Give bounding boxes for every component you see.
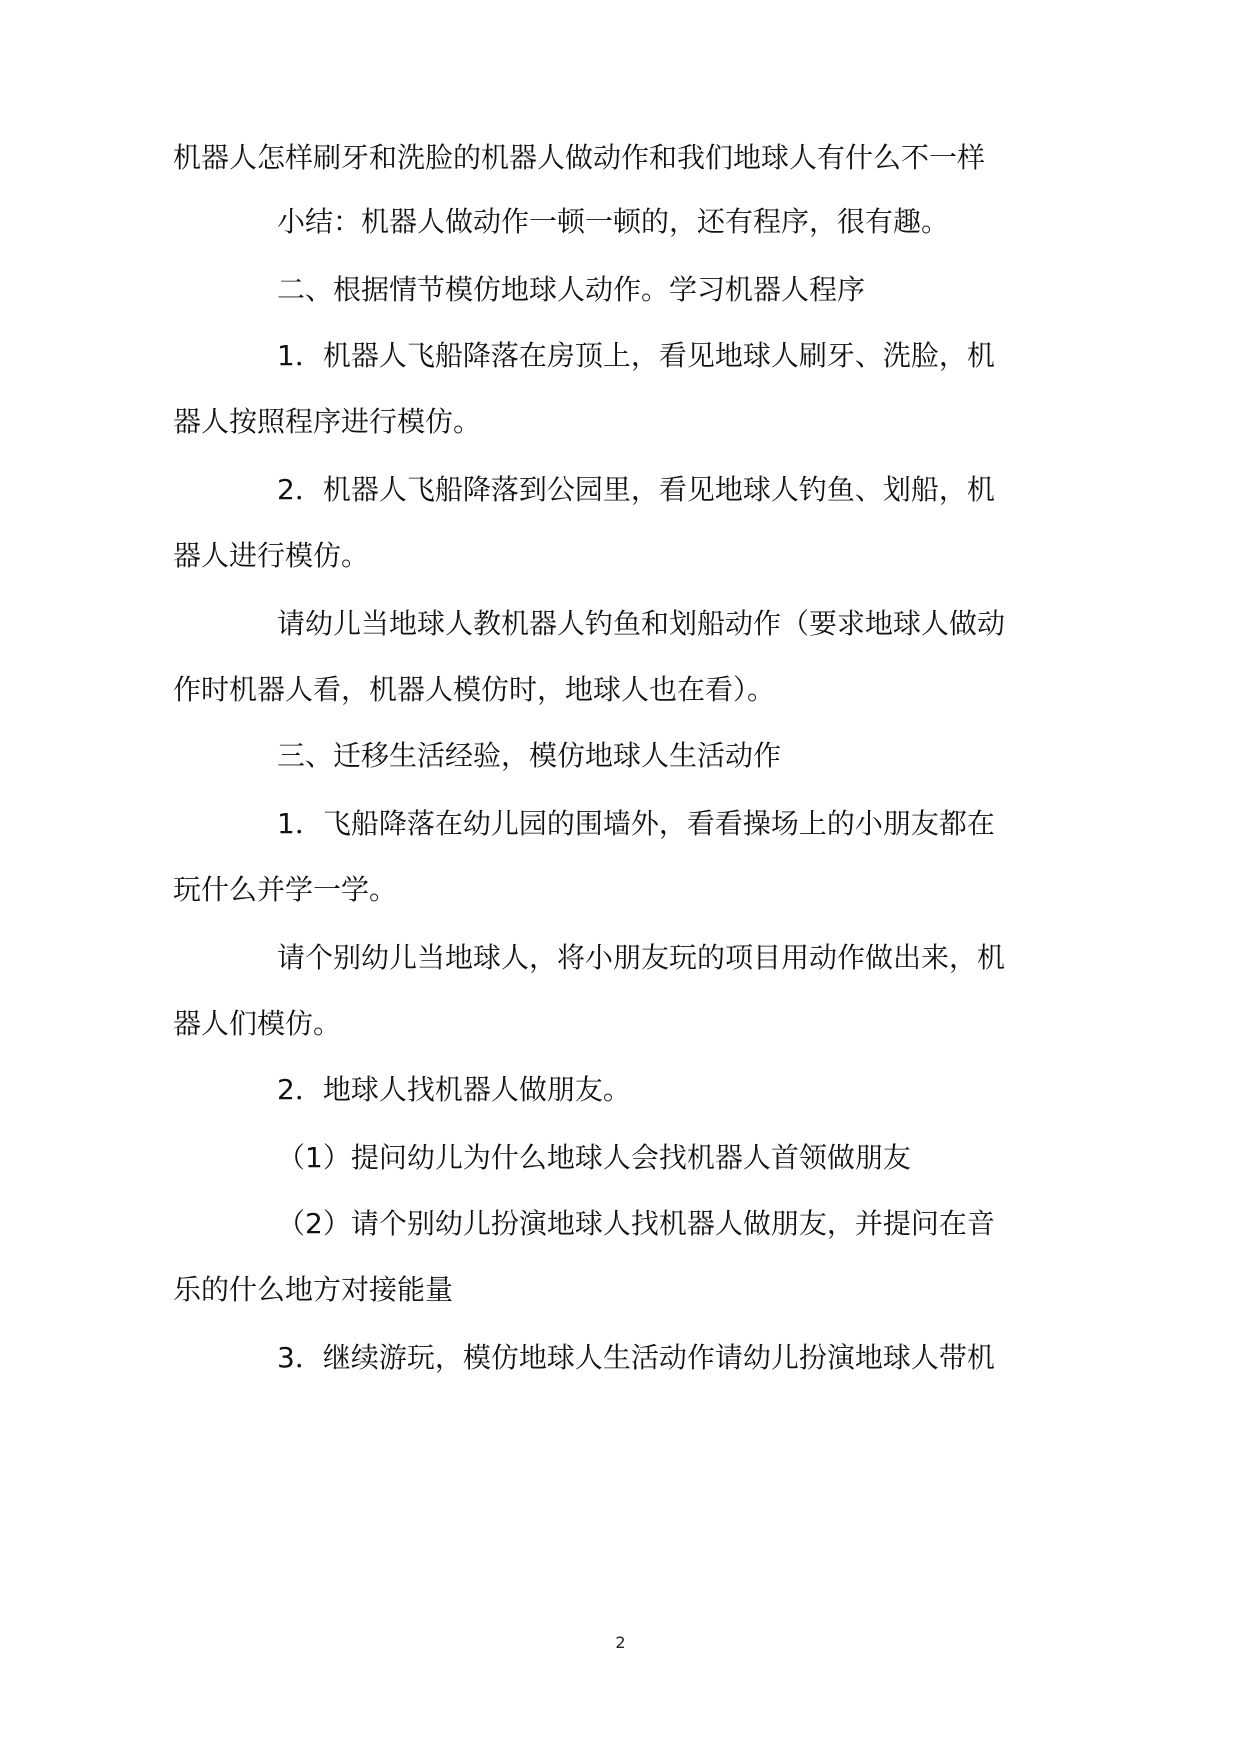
text-line: 机器人怎样刷牙和洗脸的机器人做动作和我们地球人有什么不一样 <box>173 141 986 174</box>
text-line: 3．继续游玩，模仿地球人生活动作请幼儿扮演地球人带机 <box>277 1341 995 1374</box>
text-line: 1．飞船降落在幼儿园的围墙外，看看操场上的小朋友都在 <box>277 807 995 840</box>
text-line: 2．机器人飞船降落到公园里，看见地球人钓鱼、划船，机 <box>277 473 995 506</box>
text-line: 请个别幼儿当地球人，将小朋友玩的项目用动作做出来，机 <box>277 941 1006 974</box>
text-line: 乐的什么地方对接能量 <box>173 1273 454 1306</box>
text-line: 小结：机器人做动作一顿一顿的，还有程序，很有趣。 <box>277 205 950 238</box>
text-line: 1．机器人飞船降落在房顶上，看见地球人刷牙、洗脸，机 <box>277 339 995 372</box>
text-line: 二、根据情节模仿地球人动作。学习机器人程序 <box>277 273 866 306</box>
page-number: 2 <box>615 1633 626 1652</box>
text-line: 器人进行模仿。 <box>173 539 370 572</box>
text-line: 玩什么并学一学。 <box>173 873 398 906</box>
text-line: 器人们模仿。 <box>173 1007 342 1040</box>
text-line: 器人按照程序进行模仿。 <box>173 405 482 438</box>
text-line: 作时机器人看，机器人模仿时，地球人也在看）。 <box>173 673 776 706</box>
text-line: （2）请个别幼儿扮演地球人找机器人做朋友，并提问在音 <box>277 1207 995 1240</box>
text-line: 2．地球人找机器人做朋友。 <box>277 1073 631 1106</box>
text-line: 三、迁移生活经验，模仿地球人生活动作 <box>277 739 782 772</box>
text-line: （1）提问幼儿为什么地球人会找机器人首领做朋友 <box>277 1141 911 1174</box>
text-line: 请幼儿当地球人教机器人钓鱼和划船动作（要求地球人做动 <box>277 607 1006 640</box>
